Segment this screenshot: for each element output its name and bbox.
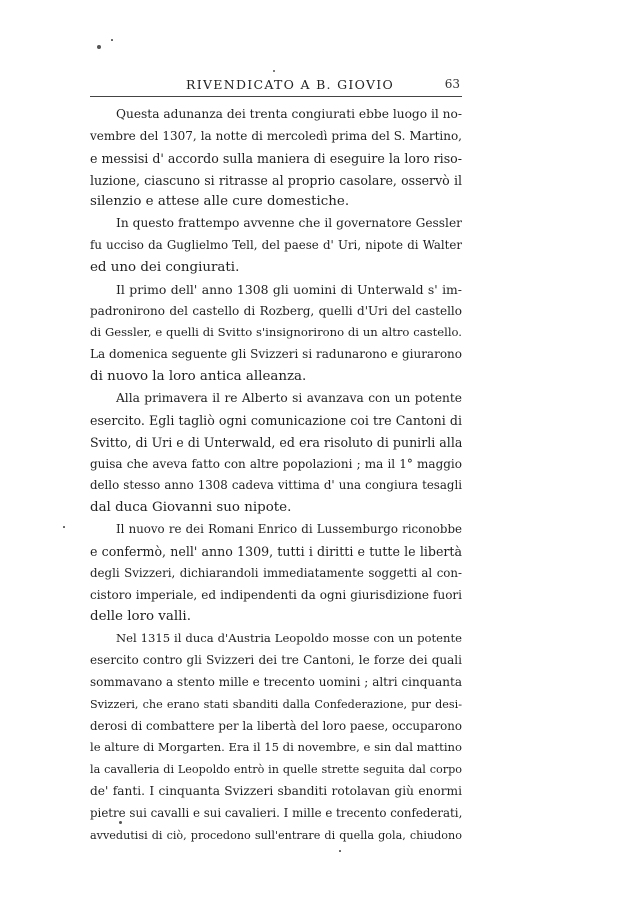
page-header — [90, 72, 462, 96]
header-rule — [90, 96, 462, 97]
paragraph — [90, 213, 462, 279]
text-line: fu ucciso da Guglielmo Tell, del paese d' Uri, nipote di Walter — [90, 238, 462, 253]
text-line: dello stesso anno 1308 cadeva vittima d' una congiura tesagli — [90, 478, 462, 493]
text-line: Svizzeri, che erano stati sbanditi dalla Confederazione, pur desi- — [90, 697, 462, 711]
scan-speck — [119, 821, 122, 824]
text-line: de' fanti. I cinquanta Svizzeri sbanditi rotolavan giù enormi — [90, 784, 462, 799]
text-line: le alture di Morgarten. Era il 15 di novembre, e sin dal mattino — [90, 740, 462, 755]
text-line: derosi di combattere per la libertà del loro paese, occuparono — [90, 718, 462, 733]
text-line: esercito. Egli tagliò ogni comunicazione coi tre Cantoni di — [90, 412, 462, 428]
text-line: avvedutisi di ciò, procedono sull'entrare di quella gola, chiudono — [90, 828, 462, 842]
scan-speck — [111, 39, 113, 41]
text-line: Il primo dell' anno 1308 gli uomini di Unterwald s' im- — [116, 281, 462, 297]
text-line: padronirono del castello di Rozberg, quelli d'Uri del castello — [90, 303, 462, 318]
paragraph — [90, 388, 462, 519]
scan-speck — [97, 45, 101, 49]
text-line: luzione, ciascuno si ritrasse al proprio casolare, osservò il — [90, 172, 462, 188]
paragraph — [90, 104, 462, 213]
text-line: degli Svizzeri, dichiarandoli immediatamente soggetti al con- — [90, 565, 462, 580]
text-line: delle loro valli. — [90, 609, 191, 625]
paragraph — [90, 279, 462, 388]
scan-speck — [63, 526, 65, 528]
text-line: Nel 1315 il duca d'Austria Leopoldo mosse con un potente — [116, 631, 462, 646]
text-line: Alla primavera il re Alberto si avanzava con un potente — [116, 390, 462, 405]
text-line: ed uno dei congiurati. — [90, 259, 240, 275]
text-line: silenzio e attese alle cure domestiche. — [90, 194, 350, 210]
text-line: la cavalleria di Leopoldo entrò in quelle strette seguita dal corpo — [90, 763, 462, 777]
text-line: Il nuovo re dei Romani Enrico di Lussemburgo riconobbe — [116, 522, 462, 537]
body-text — [90, 104, 462, 847]
text-line: La domenica seguente gli Svizzeri si radunarono e giurarono — [90, 347, 462, 362]
running-title: RIVENDICATO A B. GIOVIO — [186, 77, 395, 92]
text-line: e confermò, nell' anno 1309, tutti i diritti e tutte le libertà — [90, 543, 462, 559]
page-number: 63 — [444, 77, 460, 91]
text-line: guisa che aveva fatto con altre popolazioni ; ma il 1° maggio — [90, 456, 462, 471]
text-line: vembre del 1307, la notte di mercoledì prima del S. Martino, — [90, 128, 462, 143]
scan-speck — [273, 70, 275, 72]
paragraph — [90, 628, 462, 846]
text-line: pietre sui cavalli e sui cavalieri. I mille e trecento confederati, — [90, 806, 463, 820]
text-line: Questa adunanza dei trenta congiurati ebbe luogo il no- — [116, 107, 462, 121]
paragraph — [90, 519, 462, 628]
text-line: di Gessler, e quelli di Svitto s'insignorirono di un altro castello. — [90, 325, 462, 340]
scan-speck — [339, 850, 341, 852]
text-line: e messisi d' accordo sulla maniera di eseguire la loro riso- — [90, 150, 462, 166]
text-line: esercito contro gli Svizzeri dei tre Cantoni, le forze dei quali — [90, 653, 462, 668]
text-line: sommavano a stento mille e trecento uomini ; altri cinquanta — [90, 674, 462, 689]
text-line: In questo frattempo avvenne che il governatore Gessler — [116, 216, 462, 231]
text-line: cistoro imperiale, ed indipendenti da ogni giurisdizione fuori — [90, 587, 462, 602]
text-line: dal duca Giovanni suo nipote. — [90, 500, 292, 516]
text-line: di nuovo la loro antica alleanza. — [90, 369, 307, 385]
text-line: Svitto, di Uri e di Unterwald, ed era risoluto di punirli alla — [90, 434, 463, 450]
